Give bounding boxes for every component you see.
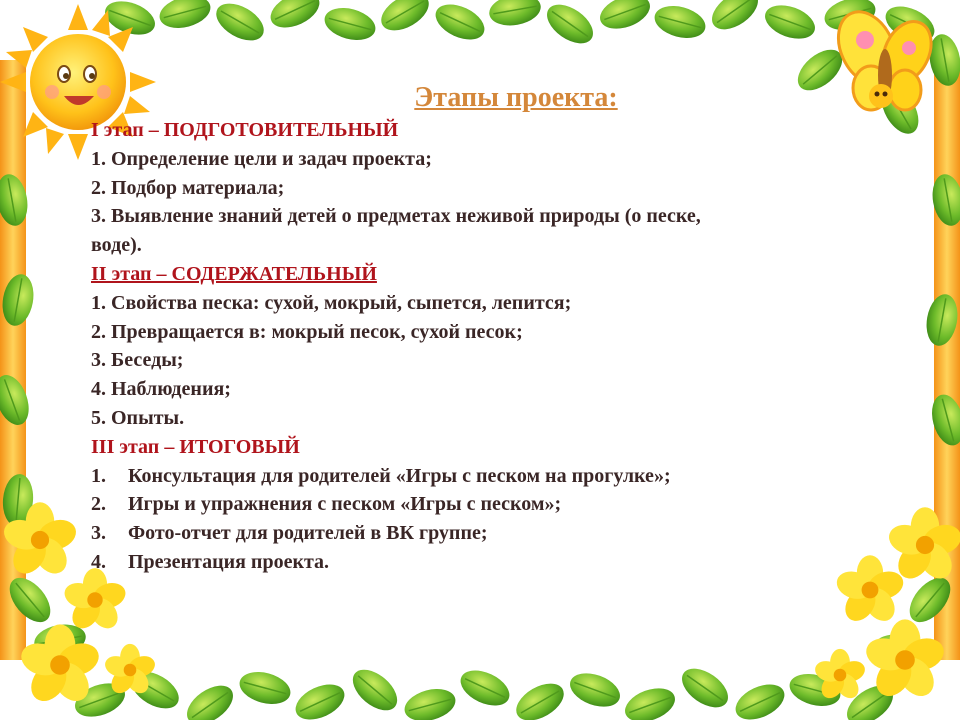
list-number: 4. <box>91 550 106 573</box>
slide-content <box>91 80 851 577</box>
list-item: 1. Свойства песка: сухой, мокрый, сыпется, лепится; <box>91 291 572 314</box>
list-text: Консультация для родителей «Игры с песком на прогулке»; <box>128 464 671 487</box>
list-item: 1. Определение цели и задач проекта; <box>91 147 432 170</box>
list-item <box>91 490 851 519</box>
list-item: воде). <box>91 234 142 257</box>
stage-1-heading: I этап – ПОДГОТОВИТЕЛЬНЫЙ <box>91 119 399 141</box>
list-item: 5. Опыты. <box>91 406 185 429</box>
list-item: 4. Наблюдения; <box>91 378 231 401</box>
list-item: 3. Беседы; <box>91 349 184 372</box>
list-item <box>91 462 851 491</box>
list-text: Фото-отчет для родителей в ВК группе; <box>128 522 488 545</box>
list-text: Презентация проекта. <box>128 550 330 573</box>
page-title: Этапы проекта: <box>414 82 618 113</box>
leaf-icon <box>2 570 958 720</box>
stage-3-heading: III этап – ИТОГОВЫЙ <box>91 435 300 458</box>
list-item <box>91 548 851 577</box>
list-number: 2. <box>91 493 106 516</box>
list-item: 2. Превращается в: мокрый песок, сухой песок; <box>91 320 523 343</box>
list-number: 3. <box>91 522 106 545</box>
list-text: Игры и упражнения с песком «Игры с песком»; <box>128 493 562 516</box>
stage-2-heading: II этап – СОДЕРЖАТЕЛЬНЫЙ <box>91 262 377 285</box>
list-item <box>91 519 851 548</box>
list-number: 1. <box>91 464 106 487</box>
list-item: 3. Выявление знаний детей о предметах неживой природы (о песке, <box>91 205 701 228</box>
list-item: 2. Подбор материала; <box>91 176 285 199</box>
